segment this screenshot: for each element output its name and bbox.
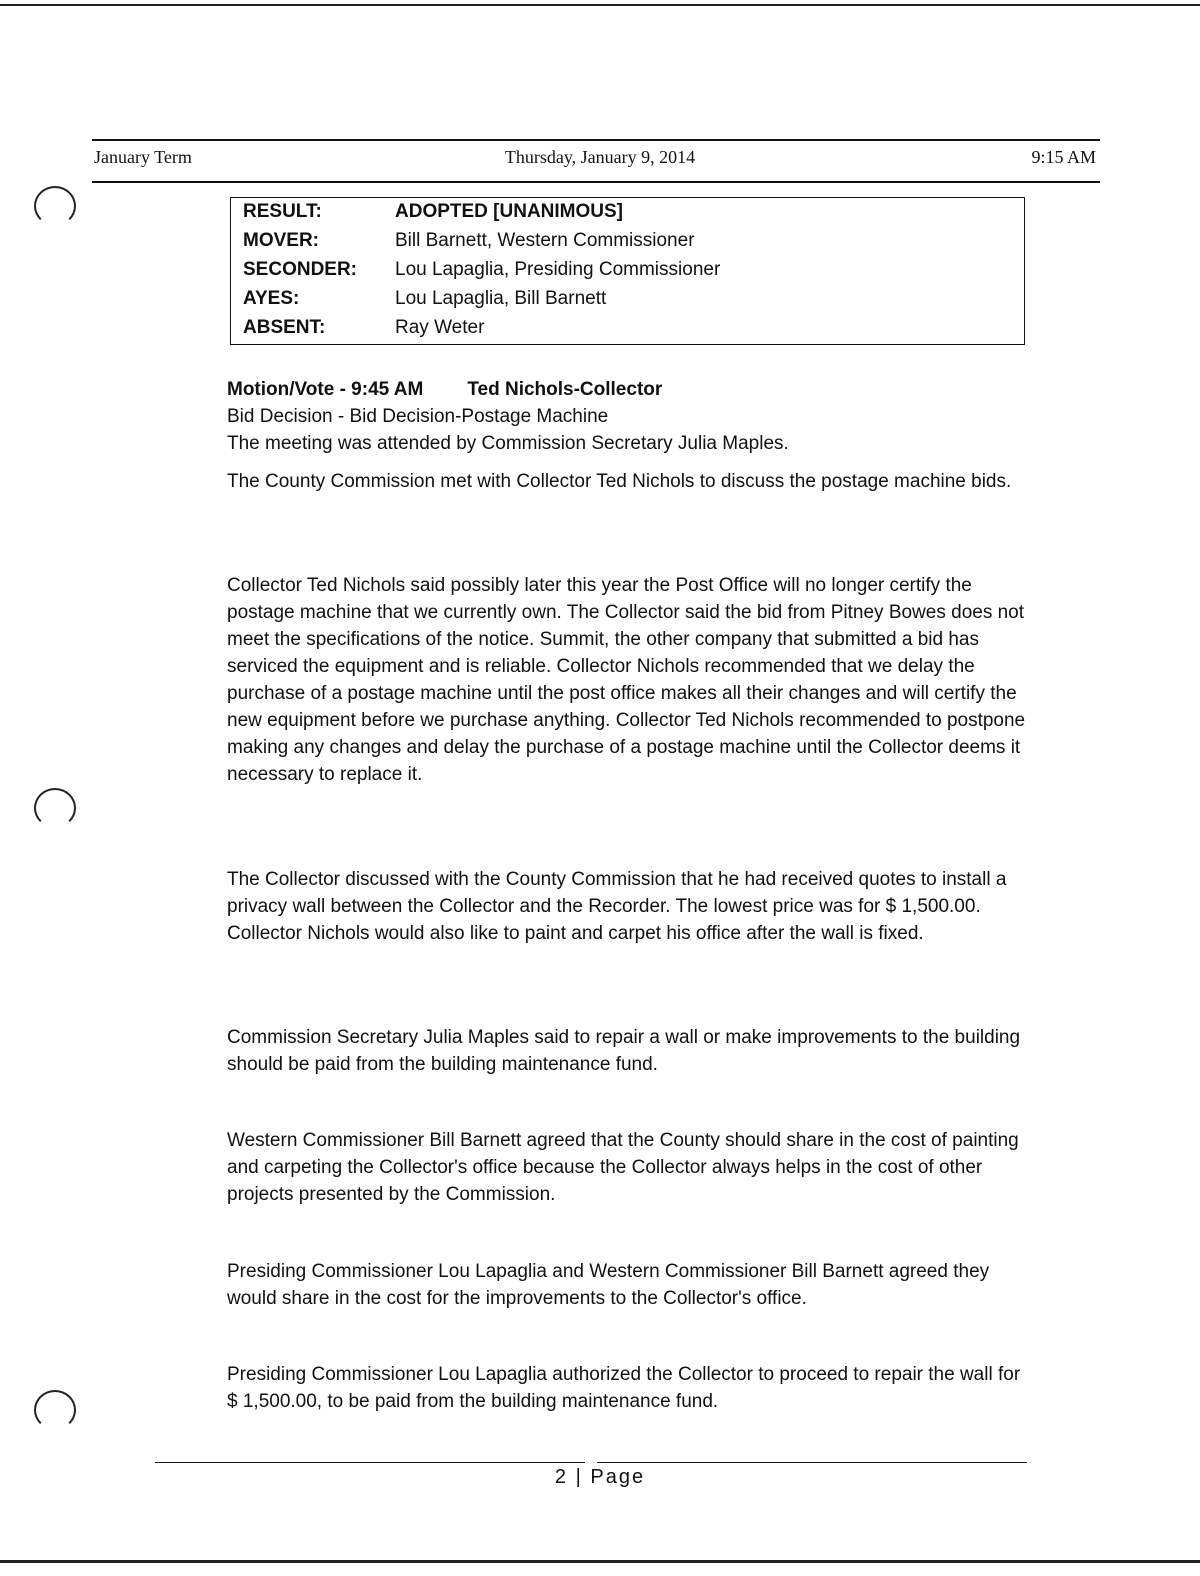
vote-label: SECONDER: [243,259,358,280]
paragraph-maintenance-fund: Commission Secretary Julia Maples said to repair a wall or make improvements to the building should be paid from the building maintenance fund. [227,1027,1021,1075]
motion-label: Motion/Vote - 9:45 AM [227,379,424,400]
paragraph-agreement: Presiding Commissioner Lou Lapaglia and Western Commissioner Bill Barnett agreed they would share in the cost for the improvements to the Collector's office. [227,1261,990,1309]
paragraph-authorization: Presiding Commissioner Lou Lapaglia authorized the Collector to proceed to repair the wall for $ 1,500.00, to be paid from the building maintenance fund. [227,1364,1021,1412]
motion-person: Ted Nichols-Collector [467,379,663,400]
vote-label: AYES: [243,288,300,309]
vote-value: ADOPTED [UNANIMOUS] [395,201,623,222]
vote-value: Lou Lapaglia, Bill Barnett [395,288,607,309]
footer-rule-right [597,1462,1027,1463]
vote-label: ABSENT: [243,317,326,338]
bid-decision-line: Bid Decision - Bid Decision-Postage Machine [227,406,609,427]
vote-value: Bill Barnett, Western Commissioner [395,230,695,251]
motion-heading [227,376,662,403]
header-term: January Term [94,147,192,167]
header-date: Thursday, January 9, 2014 [504,147,696,167]
scan-edge-top [0,4,1200,6]
header-rule-bottom [92,181,1100,183]
vote-row-mover [243,230,695,258]
scan-edge-bottom [0,1560,1200,1563]
vote-value: Ray Weter [395,317,485,338]
vote-row-ayes [243,288,606,316]
paragraph-intro: The County Commission met with Collector Ted Nichols to discuss the postage machine bids. [227,471,1012,492]
paragraph-cost-share: Western Commissioner Bill Barnett agreed that the County should share in the cost of painting and carpeting the Collector's office because the Collector always helps in the cost of other projects presented by the Commission. [227,1130,1019,1205]
vote-result-table [230,197,1025,345]
vote-label: RESULT: [243,201,322,222]
vote-row-result [243,201,623,229]
punch-hole-top [34,186,76,226]
page-number: 2 | Page [554,1466,646,1488]
paragraph-privacy-wall: The Collector discussed with the County Commission that he had received quotes to install a privacy wall between the Collector and the Recorder. The lowest price was for $ 1,500.00. Collector Nichols would also like to paint and carpet his office after the wall is fixed. [227,869,1007,944]
vote-value: Lou Lapaglia, Presiding Commissioner [395,259,721,280]
header-time: 9:15 AM [1031,147,1096,167]
vote-row-absent [243,317,484,345]
attendance-line: The meeting was attended by Commission Secretary Julia Maples. [227,433,789,454]
punch-hole-middle [34,788,76,828]
vote-label: MOVER: [243,230,319,251]
header-rule-top [92,139,1100,141]
vote-row-seconder [243,259,720,287]
footer-rule-left [155,1462,585,1463]
paragraph-postage: Collector Ted Nichols said possibly later this year the Post Office will no longer certify the postage machine that we currently own. The Collector said the bid from Pitney Bowes does not meet the specifications of the notice. Summit, the other company that submitted a bid has serviced the equipment and is reliable. Collector Nichols recommended that we delay the purchase of a postage machine until the post office makes all their changes and will certify the new equipment before we purchase anything. Collector Ted Nichols recommended to postpone making any changes and delay the purchase of a postage machine until the Collector deems it necessary to replace it. [227,575,1026,785]
punch-hole-bottom [34,1390,76,1430]
